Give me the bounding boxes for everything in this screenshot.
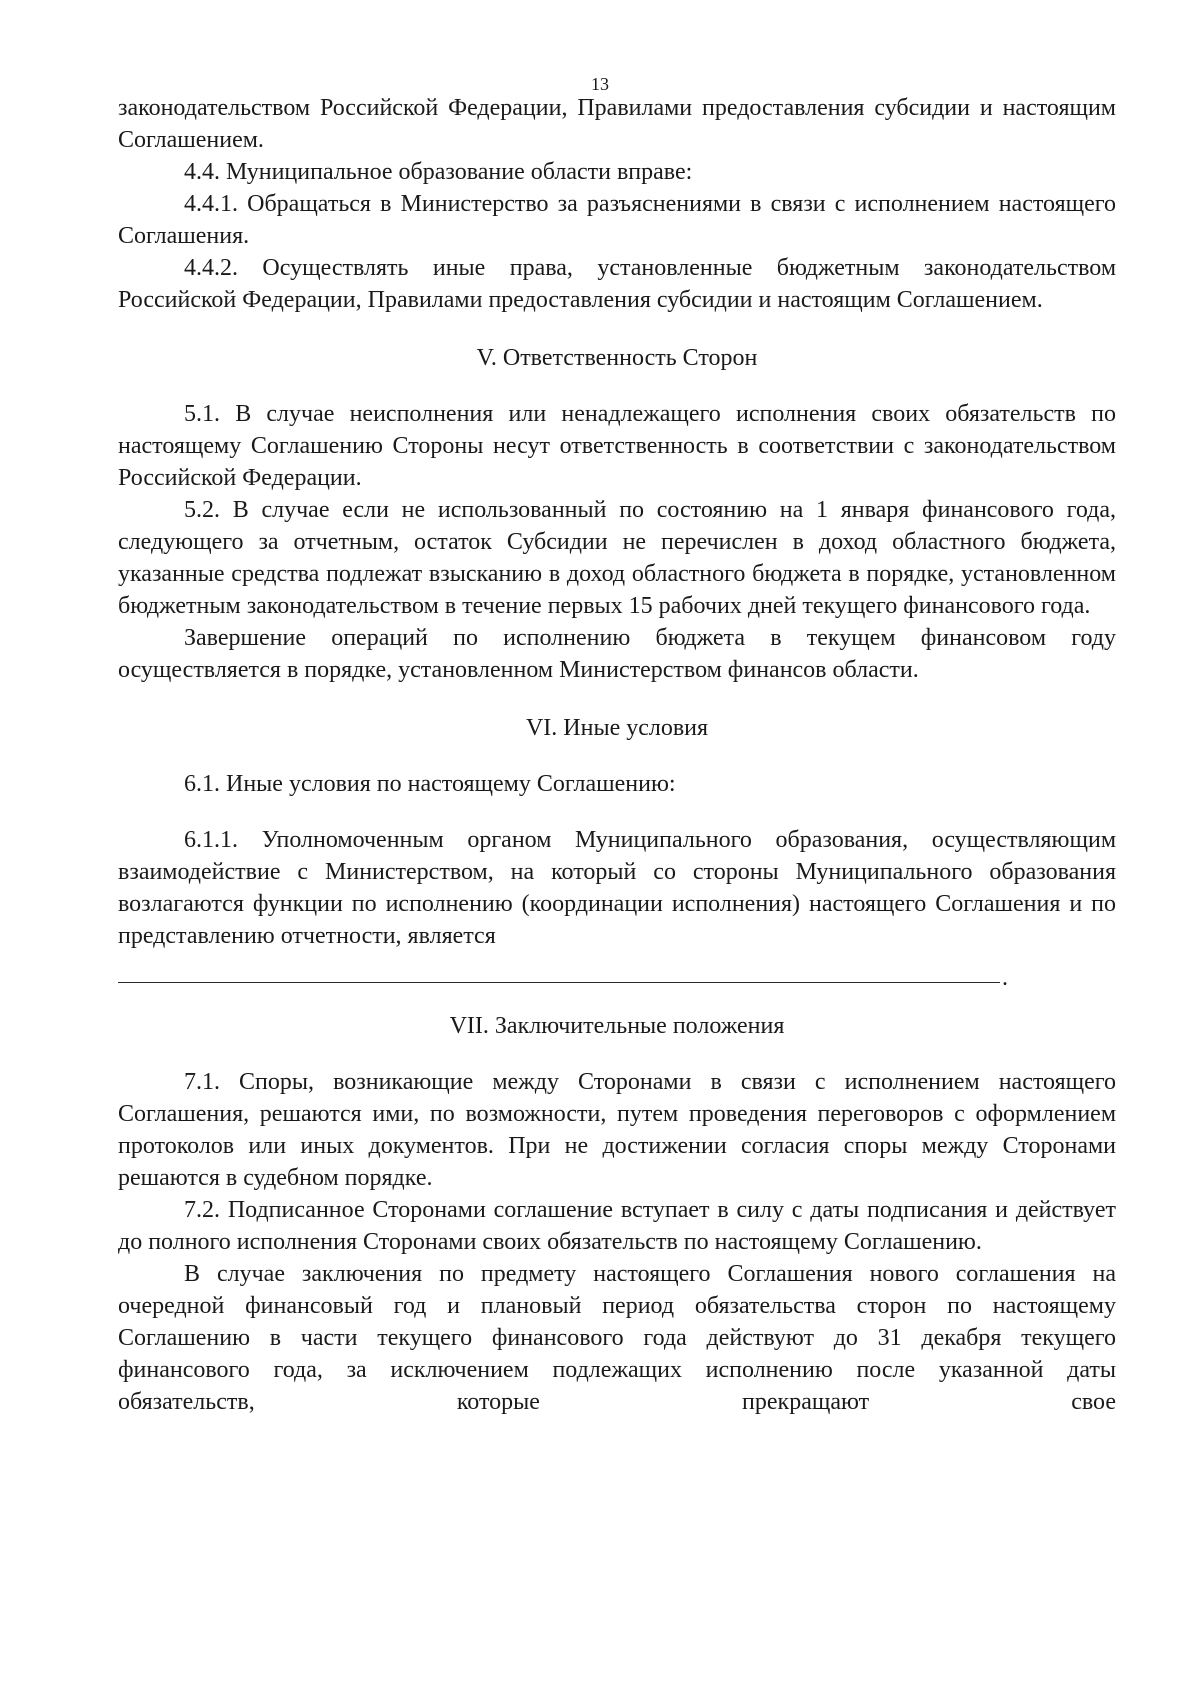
clause-4-4: 4.4. Муниципальное образование области вправе: xyxy=(184,159,693,185)
blank-period: . xyxy=(1002,965,1008,991)
page-number: 13 xyxy=(591,74,609,94)
clause-5-2-continuation: Завершение операций по исполнению бюджета в текущем финансовом году осуществляется в порядке, установленном Министерством финансов области. xyxy=(118,625,1116,683)
clause-7-1: 7.1. Споры, возникающие между Сторонами в связи с исполнением настоящего Соглашения, решаются ими, по возможности, путем проведения переговоров с оформлением протоколов или иных документов. При не достижении согласия споры между Сторонами решаются в судебном порядке. xyxy=(118,1069,1116,1191)
clause-7-2-continuation: В случае заключения по предмету настоящего Соглашения нового соглашения на очередной финансовый год и плановый период обязательства сторон по настоящему Соглашению в части текущего финансового года действуют до 31 декабря текущего финансового года, за исключением подлежащих исполнению после указанной даты обязательств, которые прекращают свое xyxy=(118,1261,1116,1415)
clause-6-1-1: 6.1.1. Уполномоченным органом Муниципального образования, осуществляющим взаимодействие с Министерством, на который со стороны Муниципального образования возлагаются функции по исполнению (координации исполнения) настоящего Соглашения и по представлению отчетности, является xyxy=(118,827,1116,949)
section-7-heading: VII. Заключительные положения xyxy=(449,1013,785,1039)
section-5-heading: V. Ответственность Сторон xyxy=(476,345,758,371)
clause-4-4-1: 4.4.1. Обращаться в Министерство за разъяснениями в связи с исполнением настоящего Соглашения. xyxy=(118,191,1116,249)
clause-5-2: 5.2. В случае если не использованный по состоянию на 1 января финансового года, следующего за отчетным, остаток Субсидии не перечислен в доход областного бюджета, указанные средства подлежат взысканию в доход областного бюджета в порядке, установленном бюджетным законодательством в течение первых 15 рабочих дней текущего финансового года. xyxy=(118,497,1116,619)
clause-6-1: 6.1. Иные условия по настоящему Соглашению: xyxy=(184,771,676,797)
clause-7-2: 7.2. Подписанное Сторонами соглашение вступает в силу с даты подписания и действует до полного исполнения Сторонами своих обязательств по настоящему Соглашению. xyxy=(118,1197,1116,1255)
clause-5-1: 5.1. В случае неисполнения или ненадлежащего исполнения своих обязательств по настоящему Соглашению Стороны несут ответственность в соответствии с законодательством Российской Федерации. xyxy=(118,401,1116,491)
clause-4-4-2: 4.4.2. Осуществлять иные права, установленные бюджетным законодательством Российской Федерации, Правилами предоставления субсидии и настоящим Соглашением. xyxy=(118,255,1116,313)
document-body xyxy=(118,92,1116,1418)
section-6-heading: VI. Иные условия xyxy=(525,715,709,741)
underline-rule xyxy=(118,982,1000,983)
blank-fill-line xyxy=(118,965,1116,991)
paragraph-continuation: законодательством Российской Федерации, Правилами предоставления субсидии и настоящим Соглашением. xyxy=(118,95,1116,153)
